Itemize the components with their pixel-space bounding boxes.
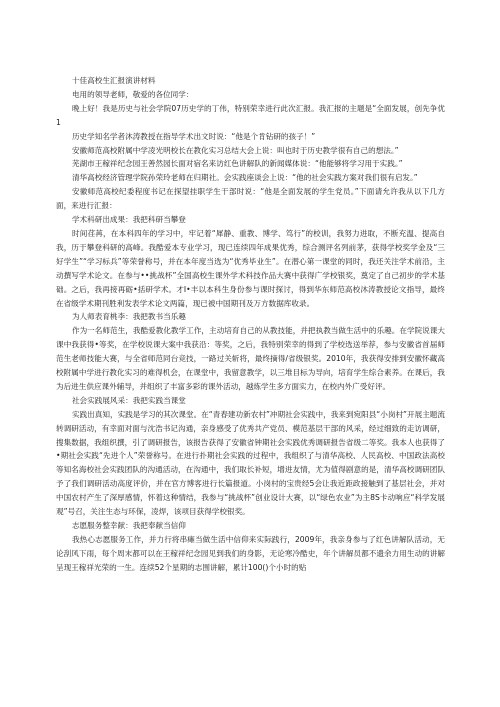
paragraph-quote-4: 清华高校经济管理学院孙荣玲老师在归期社。会实践座谈会上说：“他的社会实践方案对我们很有启发。” (71, 173, 418, 183)
paragraph-quote-1: 历史学知名学者沐涛教授在指导学术出文时说：“他是个肯钻研的孩子！” (71, 131, 316, 141)
document-title: 十佳高校生汇报演讲材料 (71, 76, 156, 85)
paragraph-quote-5: 安徽师范高校纪委程度书记在探望挂职学生干部时说：“他是全面发展的学生党员。”下面请允许我从以下几方面，来进行汇报： (56, 187, 445, 211)
section-heading-research: 学术科研出成果：我把科研当攀登 (71, 215, 186, 225)
document-body (56, 74, 445, 575)
paragraph-volunteer: 我热心志愿服务工作，并力行将串瘫当做生活中信仰来实际践行，2009年，我亲身参与了红色讲解队活动，无论刮风下雨，每个周末都可以在王稼祥纪念园见到我们的身影，无论寒冷酷史，年个讲解员都不遗余力用生动的讲解呈现王稼祥光荣的一生。连续52个星期的志围讲解，累计100()个小时的贴 (56, 534, 445, 572)
paragraph-practice: 实践出真知，实践是学习的其次课堂。在“青春建功新农村”冲期社会实践中，我来到宛阳县“小岗村”开展主题流转调研活动，有幸面对面与沈浩书记沟通，亲身感受了优秀共产党员、模范基层干部的风采，经过细致的走访调研，搜集数据，我组织撰，引了调研报告，该报告获得了安徽省钟期社会实践优秀调研报告省级二等奖。我本人也获得了•期社会实践“先进个人”荣誉称号。在进行扑期社会实践的过程中，我组织了与清华高校、人民高校、中国政法高校等知名海校社会实践团队的沟通活动，在沟通中，我们取长补短，增进友情，尤为值得剧意的是，清华高校调研团队予了我们调研活动高度评价，并在官方博客进行长篇报道。小岗村的宝贵经5会让我近距政接触到了基层社会，并对中国农村产生了深厚感情，怀着这种情结，我参与“挑战杯”创业设计大赛，以“绿色农业”为主8S卡动响应“科学发展观”号召，关注生态与环保，凌焊，该项目获得学校银奖。 (56, 409, 445, 517)
paragraph-research: 时间荏苒，在本科四年的学习中，牢记着“犀静、重教、博学、笃行”的校训，我努力进取，不断充温、提高自我，历于攀登科研的高峰。我酷爱本专业学习，现已连续四年成果优秀，综合测评名列前茅，获得学校奖学金及“三好学生”“学习标兵”等荣誉称号，并在本年度当选为“优秀毕业生”。在潜心第一课堂的同时，我还关注学术前沿，主动撰写学术论文。在参与••挑战杯”全国高校生课外学术科技作品大赛中获得广学校银奖，奠定了自己初步的学术基础。之后，我再接再砺•括研学术。才I•丰以本科生身份参与课时探讨，得到华东师范高校沐涛教授论文指导，最终在省级学术期刊胜利发表学术论文两篇，现已被中国期刊及万方数据库收录。 (56, 228, 445, 308)
paragraph-quote-2: 安徽师范高校附属中学凌光明校长在教化实习总结大会上说：叫也时于历史教学很有自己的想法。” (71, 145, 399, 155)
section-heading-teaching: 为人师表育桃李：我把教书当乐趣 (71, 312, 186, 322)
section-heading-practice: 社会实践展风采：我把实践当课堂 (71, 395, 186, 405)
paragraph-intro: 晚上好！我是历史与社会学院07历史学的丁伟，特别荣幸进行此次汇报。我汇报的主题是“全面发展，创先争优1 (56, 103, 445, 127)
salutation: 电用的领导老师，敬爱的各位同学： (71, 89, 194, 99)
paragraph-teaching: 作为一名师范生，我酷爱教化教学工作，主动培育自己的从教技能，并把执教当做生活中的乐趣。在学院说课大课中我获得•等奖，在学校说课大案中我获沿：等奖，之后，我特别荣幸的得到了学校选送举荐，参与安徽省首届师范生老师技能大赛，与全省师范同台竞技，一路过关斩将，最终摘得/省级银奖。2010年，我获得安排到安徽怀藏高校附属中学进行教化实习的难得机会，在课堂中，我留意教学，以三堆目标为导向，培育学生综合素养。在课后，我为后进生供应课外辅导，并组织了丰富多彩的课外活动，越炼学生多方面实力，在校内外广受好评。 (56, 326, 445, 391)
paragraph-quote-3: 芜湖市王稼祥纪念园王善然园长面对宿名来访红色讲解队的新闻媒体说：“他能够将学习用于实践。” (71, 159, 403, 169)
section-heading-volunteer: 志愿服务整幸献：我把奉献当信仰 (71, 521, 186, 530)
